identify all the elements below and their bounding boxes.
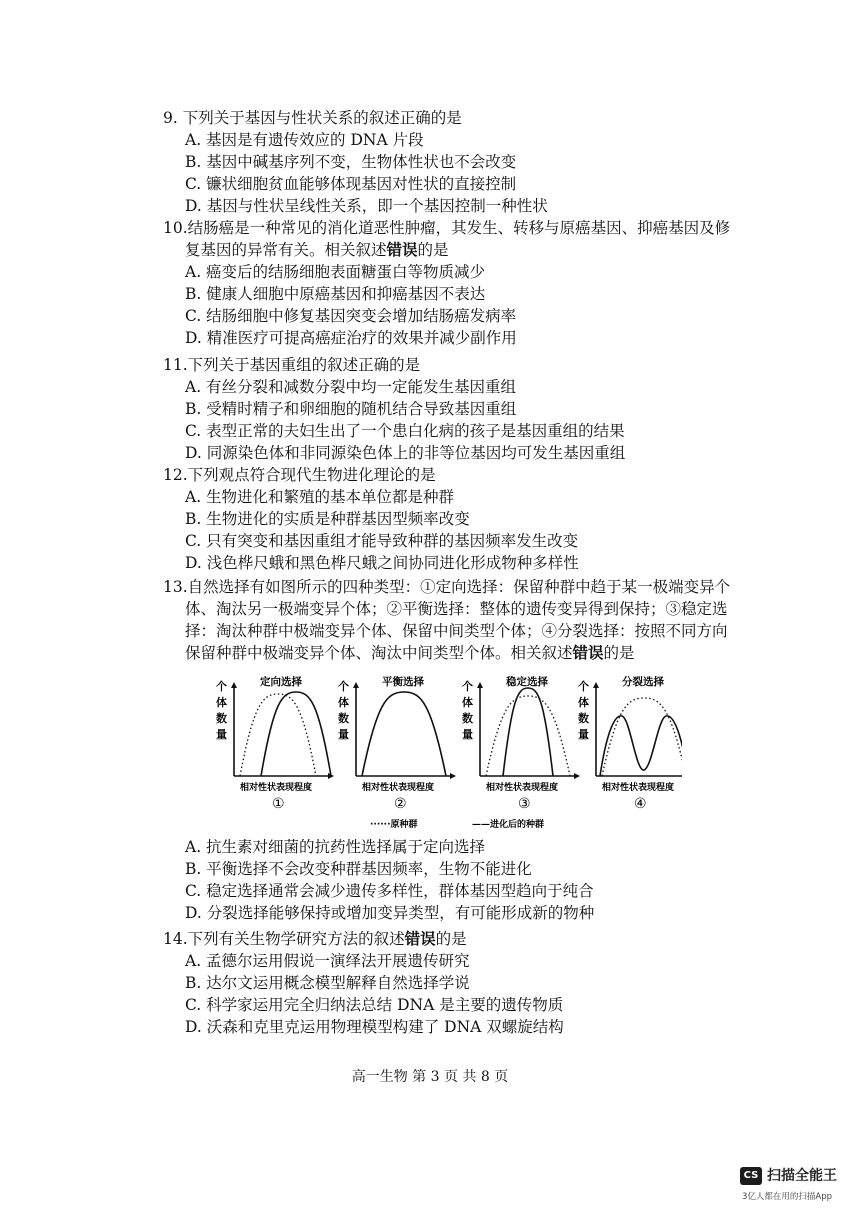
chart-panel bbox=[462, 676, 580, 812]
question-12 bbox=[163, 464, 763, 574]
option-d: D. 沃森和克里克运用物理模型构建了 DNA 双螺旋结构 bbox=[185, 1018, 564, 1036]
panel-title: 平衡选择 bbox=[382, 676, 424, 688]
option-c: C. 表型正常的夫妇生出了一个患白化病的孩子是基因重组的结果 bbox=[185, 422, 625, 440]
watermark-title: 扫描全能王 bbox=[767, 1168, 837, 1184]
legend-evolved: ——进化后的种群 bbox=[472, 820, 545, 830]
stem-text: 的是 bbox=[603, 644, 635, 662]
x-axis-label: 相对性状表现程度 bbox=[240, 783, 313, 793]
question-stem-cont: 体、淘汰另一极端变异个体；②平衡选择：整体的遗传变异得到保持；③稳定选 bbox=[185, 600, 728, 618]
selection-types-figure bbox=[212, 676, 682, 836]
question-stem: 12.下列观点符合现代生物进化理论的是 bbox=[163, 466, 436, 484]
stem-text: 复基因的异常有关。相关叙述 bbox=[185, 241, 387, 259]
x-axis-label: 相对性状表现程度 bbox=[486, 783, 559, 793]
cs-logo-icon: CS bbox=[740, 1167, 762, 1185]
y-axis-label: 体 bbox=[216, 696, 227, 709]
option-b: B. 受精时精子和卵细胞的随机结合导致基因重组 bbox=[185, 400, 517, 418]
question-stem: 11.下列关于基因重组的叙述正确的是 bbox=[163, 356, 421, 374]
option-d: D. 浅色桦尺蛾和黑色桦尺蛾之间协同进化形成物种多样性 bbox=[185, 554, 579, 572]
option-c: C. 镰状细胞贫血能够体现基因对性状的直接控制 bbox=[185, 175, 517, 193]
stem-text: 14.下列有关生物学研究方法的叙述 bbox=[163, 930, 405, 948]
evolved-population-curve bbox=[261, 692, 331, 776]
watermark-subtitle: 3亿人都在用的扫描App bbox=[742, 1192, 833, 1202]
y-axis-label: 数 bbox=[216, 712, 227, 725]
y-axis-label: 体 bbox=[578, 696, 589, 709]
scanner-watermark bbox=[740, 1163, 850, 1208]
original-population-curve bbox=[602, 698, 682, 776]
question-stem-cont bbox=[163, 642, 763, 664]
y-axis-label: 个 bbox=[338, 680, 349, 693]
option-d: D. 分裂选择能够保持或增加变异类型，有可能形成新的物种 bbox=[185, 904, 595, 922]
evolved-population-curve bbox=[503, 688, 553, 776]
option-a: A. 有丝分裂和减数分裂中均一定能发生基因重组 bbox=[185, 378, 517, 396]
y-axis-label: 体 bbox=[462, 696, 473, 709]
question-stem: 10.结肠癌是一种常见的消化道恶性肿瘤，其发生、转移与原癌基因、抑癌基因及修 bbox=[163, 219, 731, 237]
chart-panel bbox=[216, 676, 334, 812]
chart-panel bbox=[578, 676, 682, 812]
question-10 bbox=[163, 217, 763, 349]
y-axis-label: 个 bbox=[462, 680, 473, 693]
panel-number: ① bbox=[272, 796, 285, 812]
original-population-curve bbox=[486, 696, 570, 776]
stem-text: 的是 bbox=[417, 241, 449, 259]
panel-number: ③ bbox=[518, 796, 531, 812]
y-axis-label: 数 bbox=[338, 712, 349, 725]
question-stem: 13.自然选择有如图所示的四种类型：①定向选择：保留种群中趋于某一极端变异个 bbox=[163, 578, 731, 596]
option-a: A. 癌变后的结肠细胞表面糖蛋白等物质减少 bbox=[185, 263, 486, 281]
y-axis-label: 个 bbox=[216, 680, 227, 693]
emphasis-text: 错误 bbox=[386, 240, 418, 259]
y-axis-label: 数 bbox=[578, 712, 589, 725]
stem-text: 的是 bbox=[435, 930, 467, 948]
x-axis-arrow bbox=[450, 773, 456, 779]
x-axis-label: 相对性状表现程度 bbox=[362, 783, 435, 793]
question-11 bbox=[163, 354, 763, 464]
y-axis-label: 量 bbox=[578, 728, 589, 741]
panel-number: ② bbox=[394, 796, 407, 812]
option-c: C. 稳定选择通常会减少遗传多样性，群体基因型趋向于纯合 bbox=[185, 882, 594, 900]
y-axis-arrow bbox=[593, 682, 599, 688]
option-d: D. 同源染色体和非同源染色体上的非等位基因均可发生基因重组 bbox=[185, 444, 626, 462]
y-axis-label: 体 bbox=[338, 696, 349, 709]
page-footer: 高一生物 第 3 页 共 8 页 bbox=[351, 1069, 509, 1085]
option-c: C. 科学家运用完全归纳法总结 DNA 是主要的遗传物质 bbox=[185, 996, 564, 1014]
question-14 bbox=[163, 928, 763, 1038]
question-13-options bbox=[163, 836, 763, 924]
evolved-population-curve bbox=[600, 716, 682, 776]
option-a: A. 抗生素对细菌的抗药性选择属于定向选择 bbox=[185, 838, 486, 856]
question-stem bbox=[163, 928, 763, 950]
question-stem-cont bbox=[163, 239, 763, 261]
panel-number: ④ bbox=[634, 796, 647, 812]
evolved-population-curve bbox=[362, 692, 446, 776]
emphasis-text: 错误 bbox=[404, 929, 436, 948]
option-b: B. 生物进化的实质是种群基因型频率改变 bbox=[185, 510, 470, 528]
original-population-curve bbox=[362, 692, 446, 776]
question-stem-cont: 择：淘汰种群中极端变异个体、保留中间类型个体；④分裂选择：按照不同方向 bbox=[185, 622, 728, 640]
option-b: B. 健康人细胞中原癌基因和抑癌基因不表达 bbox=[185, 285, 486, 303]
y-axis-arrow bbox=[477, 682, 483, 688]
question-13 bbox=[163, 576, 763, 664]
option-d: D. 基因与性状呈线性关系，即一个基因控制一种性状 bbox=[185, 197, 548, 215]
question-stem: 9. 下列关于基因与性状关系的叙述正确的是 bbox=[163, 109, 462, 127]
y-axis-arrow bbox=[231, 682, 237, 688]
option-b: B. 基因中碱基序列不变，生物体性状也不会改变 bbox=[185, 153, 517, 171]
question-9 bbox=[163, 107, 763, 217]
y-axis-label: 量 bbox=[462, 728, 473, 741]
x-axis-arrow bbox=[574, 773, 580, 779]
y-axis-arrow bbox=[353, 682, 359, 688]
emphasis-text: 错误 bbox=[572, 643, 604, 662]
option-a: A. 孟德尔运用假说一演绎法开展遗传研究 bbox=[185, 952, 470, 970]
option-b: B. 平衡选择不会改变种群基因频率，生物不能进化 bbox=[185, 860, 532, 878]
option-b: B. 达尔文运用概念模型解释自然选择学说 bbox=[185, 974, 470, 992]
y-axis-label: 量 bbox=[338, 728, 349, 741]
panel-title: 稳定选择 bbox=[506, 676, 548, 688]
panel-title: 定向选择 bbox=[260, 676, 302, 688]
option-a: A. 基因是有遗传效应的 DNA 片段 bbox=[185, 131, 424, 149]
option-c: C. 只有突变和基因重组才能导致种群的基因频率发生改变 bbox=[185, 532, 579, 550]
stem-text: 保留种群中极端变异个体、淘汰中间类型个体。相关叙述 bbox=[185, 644, 573, 662]
legend-original: ······原种群 bbox=[370, 820, 418, 830]
y-axis-label: 量 bbox=[216, 728, 227, 741]
x-axis-label: 相对性状表现程度 bbox=[602, 783, 675, 793]
y-axis-label: 数 bbox=[462, 712, 473, 725]
chart-panel bbox=[338, 676, 456, 812]
panel-title: 分裂选择 bbox=[622, 676, 664, 688]
option-d: D. 精准医疗可提高癌症治疗的效果并减少副作用 bbox=[185, 329, 517, 347]
option-c: C. 结肠细胞中修复基因突变会增加结肠癌发病率 bbox=[185, 307, 517, 325]
option-a: A. 生物进化和繁殖的基本单位都是种群 bbox=[185, 488, 455, 506]
y-axis-label: 个 bbox=[578, 680, 589, 693]
